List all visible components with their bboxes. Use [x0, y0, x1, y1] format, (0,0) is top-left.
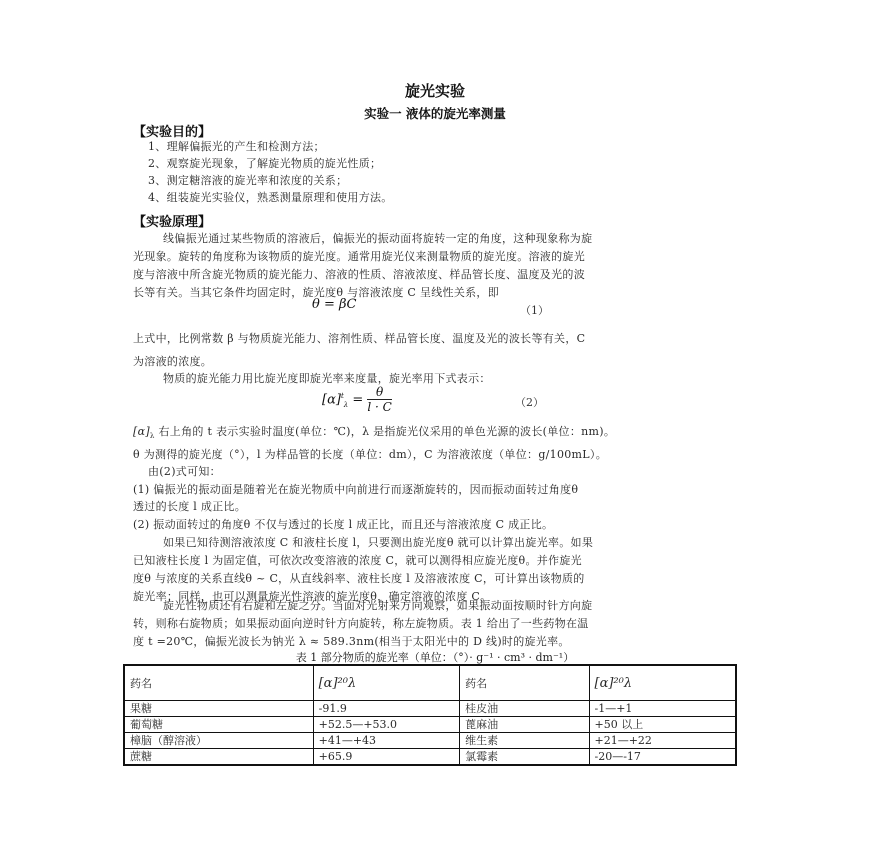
formula-2-lhs: [α] — [322, 392, 341, 408]
document-title: 旋光实验 — [404, 82, 465, 100]
paragraph-line: (2) 振动面转过的角度θ 不仅与透过的长度 l 成正比，而且还与溶液浓度 C 成正比。 — [133, 518, 554, 531]
alpha-symbol: [α] — [133, 425, 150, 438]
header-cell: [α]²⁰λ — [313, 665, 459, 701]
formula-2 — [322, 386, 392, 414]
paragraph-line: 如果已知待测溶液浓度 C 和液柱长度 l，只要测出旋光度θ 就可以计算出旋光率。如果 — [163, 536, 594, 549]
principle-heading: 【实验原理】 — [133, 215, 212, 230]
formula-1: θ = βC — [312, 297, 357, 312]
formula-2-sup: t — [340, 392, 344, 401]
table-cell: 蔗糖 — [124, 749, 313, 766]
objective-item: 2、观察旋光现象，了解旋光物质的旋光性质； — [148, 157, 382, 170]
rotation-table — [123, 664, 737, 766]
table-cell: 果糖 — [124, 701, 313, 717]
table-row — [124, 717, 736, 733]
table-cell: 樟脑（醇溶液） — [124, 733, 313, 749]
table-cell: +52.5—+53.0 — [313, 717, 459, 733]
formula-2-denominator: l · C — [367, 400, 392, 414]
table-row — [124, 749, 736, 766]
paragraph-line: 度θ 与浓度的关系直线θ ~ C，从直线斜率、液柱长度 l 及溶液浓度 C，可计算出该物质的 — [133, 572, 585, 585]
paragraph-line: 长等有关。当其它条件均固定时，旋光度θ 与溶液浓度 C 呈线性关系，即 — [133, 286, 500, 299]
formula-2-numerator: θ — [367, 386, 391, 400]
table-caption: 表 1 部分物质的旋光率（单位：（°）· g⁻¹ · cm³ · dm⁻¹） — [295, 651, 575, 664]
paragraph-line — [133, 423, 615, 440]
paragraph-line: 由(2)式可知： — [148, 465, 221, 478]
formula-2-fraction — [367, 386, 391, 414]
paragraph-line: 度与溶液中所含旋光物质的旋光能力、溶液的性质、溶液浓度、样品管长度、温度及光的波 — [133, 268, 585, 281]
table-cell: -1—+1 — [589, 701, 736, 717]
document-subtitle: 实验一 液体的旋光率测量 — [364, 106, 506, 121]
paragraph-line: 已知液柱长度 l 为固定值，可依次改变溶液的浓度 C，就可以测得相应旋光度θ。并作旋光 — [133, 554, 582, 567]
objective-item: 1、理解偏振光的产生和检测方法； — [148, 140, 325, 153]
formula-1-number: （1） — [520, 304, 549, 317]
objective-item: 3、测定糖溶液的旋光率和浓度的关系； — [148, 174, 348, 187]
paragraph-line: 透过的长度 l 成正比。 — [133, 500, 247, 513]
header-cell: 药名 — [124, 665, 313, 701]
formula-2-sub: λ — [343, 401, 349, 410]
table-cell: 蓖麻油 — [460, 717, 589, 733]
table-row — [124, 701, 736, 717]
paragraph-text: 右上角的 t 表示实验时温度(单位：℃)，λ 是指旋光仪采用的单色光源的波长(单位：nm)。 — [158, 425, 616, 438]
paragraph-line: (1) 偏振光的振动面是随着光在旋光物质中向前进行而逐渐旋转的，因而振动面转过角度θ — [133, 483, 579, 496]
paragraph-line: 度 t =20℃，偏振光波长为钠光 λ ≈ 589.3nm(相当于太阳光中的 D 线)时的旋光率。 — [133, 635, 570, 648]
formula-2-equals: = — [348, 392, 368, 408]
header-cell: 药名 — [460, 665, 589, 701]
paragraph-line: 物质的旋光能力用比旋光度即旋光率来度量，旋光率用下式表示： — [163, 372, 491, 385]
paragraph-line: θ 为测得的旋光度（°），l 为样品管的长度（单位：dm），C 为溶液浓度（单位：g/100mL）。 — [133, 448, 607, 461]
paragraph-line: 旋光率；同样，也可以测量旋光性溶液的旋光度θ，确定溶液的浓度 C。 — [133, 590, 492, 603]
objective-item: 4、组装旋光实验仪，熟悉测量原理和使用方法。 — [148, 191, 393, 204]
paragraph-line: 转，则称右旋物质；如果振动面向逆时针方向旋转，称左旋物质。表 1 给出了一些药物在温 — [133, 617, 589, 630]
table-cell: +41—+43 — [313, 733, 459, 749]
table-row — [124, 733, 736, 749]
table-cell: 维生素 — [460, 733, 589, 749]
table-cell: 氯霉素 — [460, 749, 589, 766]
table-cell: +50 以上 — [589, 717, 736, 733]
paragraph-line: 线偏振光通过某些物质的溶液后，偏振光的振动面将旋转一定的角度，这种现象称为旋 — [163, 232, 593, 245]
table-cell: +65.9 — [313, 749, 459, 766]
header-cell: [α]²⁰λ — [589, 665, 736, 701]
alpha-sub: λ — [149, 432, 155, 441]
table-cell: 桂皮油 — [460, 701, 589, 717]
table-cell: 葡萄糖 — [124, 717, 313, 733]
paragraph-line: 光现象。旋转的角度称为该物质的旋光度。通常用旋光仪来测量物质的旋光度。溶液的旋光 — [133, 250, 585, 263]
table-cell: -91.9 — [313, 701, 459, 717]
table-cell: -20—-17 — [589, 749, 736, 766]
paragraph-line: 旋光性物质还有右旋和左旋之分。当面对光射来方向观察，如果振动面按顺时针方向旋 — [163, 599, 593, 612]
paragraph-line: 上式中，比例常数 β 与物质旋光能力、溶剂性质、样品管长度、温度及光的波长等有关，C — [133, 332, 586, 345]
table-header-row — [124, 665, 736, 701]
formula-2-number: （2） — [515, 396, 544, 409]
table-cell: +21—+22 — [589, 733, 736, 749]
paragraph-line: 为溶液的浓度。 — [133, 355, 213, 368]
objective-heading: 【实验目的】 — [133, 125, 212, 140]
